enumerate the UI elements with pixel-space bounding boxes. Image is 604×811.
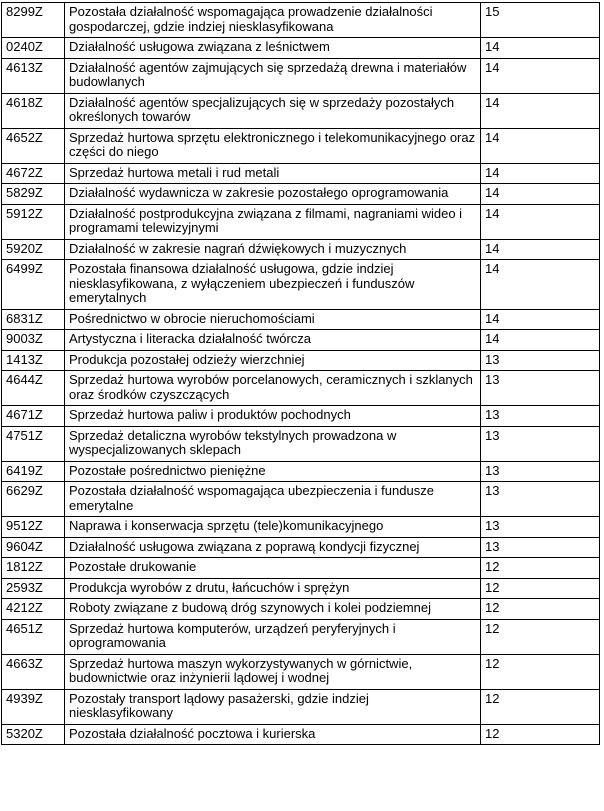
table-row [2,689,600,724]
activity-description-cell: Działalność w zakresie nagrań dźwiękowych i muzycznych [65,239,481,260]
activity-description-cell: Działalność usługowa związana z leśnictwem [65,38,481,59]
count-cell: 14 [481,163,600,184]
count-cell: 14 [481,128,600,163]
activity-description-cell: Sprzedaż hurtowa sprzętu elektronicznego i telekomunikacyjnego oraz części do niego [65,128,481,163]
table-row [2,204,600,239]
table-row [2,260,600,310]
count-cell: 14 [481,93,600,128]
table-row [2,654,600,689]
count-cell: 14 [481,184,600,205]
count-cell: 12 [481,558,600,579]
count-cell: 14 [481,38,600,59]
table-row [2,482,600,517]
count-cell: 13 [481,406,600,427]
count-cell: 13 [481,426,600,461]
table-row [2,58,600,93]
pkd-table [1,2,600,745]
count-cell: 12 [481,619,600,654]
activity-description-cell: Pozostały transport lądowy pasażerski, gdzie indziej niesklasyfikowany [65,689,481,724]
table-row [2,330,600,351]
pkd-code-cell: 5920Z [2,239,65,260]
count-cell: 12 [481,689,600,724]
table-row [2,724,600,745]
table-row [2,406,600,427]
pkd-code-cell: 4651Z [2,619,65,654]
pkd-code-cell: 5320Z [2,724,65,745]
pkd-code-cell: 4212Z [2,599,65,620]
activity-description-cell: Działalność agentów specjalizujących się w sprzedaży pozostałych określonych towarów [65,93,481,128]
activity-description-cell: Pozostała działalność wspomagająca ubezpieczenia i fundusze emerytalne [65,482,481,517]
activity-description-cell: Pozostałe pośrednictwo pieniężne [65,461,481,482]
count-cell: 12 [481,578,600,599]
activity-description-cell: Sprzedaż hurtowa komputerów, urządzeń peryferyjnych i oprogramowania [65,619,481,654]
activity-description-cell: Pozostała działalność pocztowa i kurierska [65,724,481,745]
activity-description-cell: Naprawa i konserwacja sprzętu (tele)komunikacyjnego [65,517,481,538]
table-row [2,517,600,538]
table-row [2,93,600,128]
count-cell: 13 [481,461,600,482]
pkd-code-cell: 9003Z [2,330,65,351]
count-cell: 13 [481,371,600,406]
count-cell: 12 [481,724,600,745]
table-row [2,184,600,205]
count-cell: 14 [481,309,600,330]
table-row [2,426,600,461]
table-body [2,3,600,745]
pkd-code-cell: 4751Z [2,426,65,461]
table-row [2,239,600,260]
count-cell: 13 [481,537,600,558]
pkd-code-cell: 0240Z [2,38,65,59]
count-cell: 13 [481,350,600,371]
pkd-code-cell: 5829Z [2,184,65,205]
pkd-code-cell: 8299Z [2,3,65,38]
activity-description-cell: Pozostała finansowa działalność usługowa, gdzie indziej niesklasyfikowana, z wyłączeniem ubezpieczeń i funduszów emerytalnych [65,260,481,310]
pkd-code-cell: 5912Z [2,204,65,239]
activity-description-cell: Sprzedaż hurtowa metali i rud metali [65,163,481,184]
table-row [2,619,600,654]
table-row [2,309,600,330]
count-cell: 14 [481,204,600,239]
table-row [2,371,600,406]
activity-description-cell: Pozostała działalność wspomagająca prowadzenie działalności gospodarczej, gdzie indziej niesklasyfikowana [65,3,481,38]
table-row [2,3,600,38]
count-cell: 15 [481,3,600,38]
activity-description-cell: Artystyczna i literacka działalność twórcza [65,330,481,351]
count-cell: 14 [481,330,600,351]
count-cell: 13 [481,482,600,517]
table-row [2,558,600,579]
count-cell: 14 [481,58,600,93]
activity-description-cell: Produkcja pozostałej odzieży wierzchniej [65,350,481,371]
count-cell: 12 [481,654,600,689]
activity-description-cell: Sprzedaż hurtowa wyrobów porcelanowych, ceramicznych i szklanych oraz środków czyszczących [65,371,481,406]
activity-description-cell: Produkcja wyrobów z drutu, łańcuchów i sprężyn [65,578,481,599]
count-cell: 12 [481,599,600,620]
activity-description-cell: Działalność usługowa związana z poprawą kondycji fizycznej [65,537,481,558]
count-cell: 14 [481,260,600,310]
activity-description-cell: Sprzedaż hurtowa paliw i produktów pochodnych [65,406,481,427]
table-row [2,537,600,558]
count-cell: 13 [481,517,600,538]
activity-description-cell: Sprzedaż hurtowa maszyn wykorzystywanych w górnictwie, budownictwie oraz inżynierii lądowej i wodnej [65,654,481,689]
pkd-code-cell: 6419Z [2,461,65,482]
activity-description-cell: Działalność postprodukcyjna związana z filmami, nagraniami wideo i programami telewizyjnymi [65,204,481,239]
table-row [2,599,600,620]
activity-description-cell: Pozostałe drukowanie [65,558,481,579]
pkd-code-cell: 4613Z [2,58,65,93]
activity-description-cell: Roboty związane z budową dróg szynowych i kolei podziemnej [65,599,481,620]
activity-description-cell: Działalność agentów zajmujących się sprzedażą drewna i materiałów budowlanych [65,58,481,93]
activity-description-cell: Pośrednictwo w obrocie nieruchomościami [65,309,481,330]
pkd-code-cell: 9512Z [2,517,65,538]
pkd-code-cell: 1413Z [2,350,65,371]
table-row [2,38,600,59]
pkd-code-cell: 6499Z [2,260,65,310]
table-row [2,163,600,184]
pkd-code-cell: 1812Z [2,558,65,579]
pkd-code-cell: 4672Z [2,163,65,184]
table-row [2,128,600,163]
table-row [2,350,600,371]
pkd-code-cell: 4618Z [2,93,65,128]
activity-description-cell: Działalność wydawnicza w zakresie pozostałego oprogramowania [65,184,481,205]
table-row [2,578,600,599]
pkd-code-cell: 4652Z [2,128,65,163]
pkd-code-cell: 6831Z [2,309,65,330]
pkd-code-cell: 4939Z [2,689,65,724]
pkd-code-cell: 4644Z [2,371,65,406]
pkd-code-cell: 2593Z [2,578,65,599]
pkd-code-cell: 4663Z [2,654,65,689]
pkd-code-cell: 6629Z [2,482,65,517]
count-cell: 14 [481,239,600,260]
pkd-code-cell: 4671Z [2,406,65,427]
activity-description-cell: Sprzedaż detaliczna wyrobów tekstylnych prowadzona w wyspecjalizowanych sklepach [65,426,481,461]
table-row [2,461,600,482]
pkd-code-cell: 9604Z [2,537,65,558]
